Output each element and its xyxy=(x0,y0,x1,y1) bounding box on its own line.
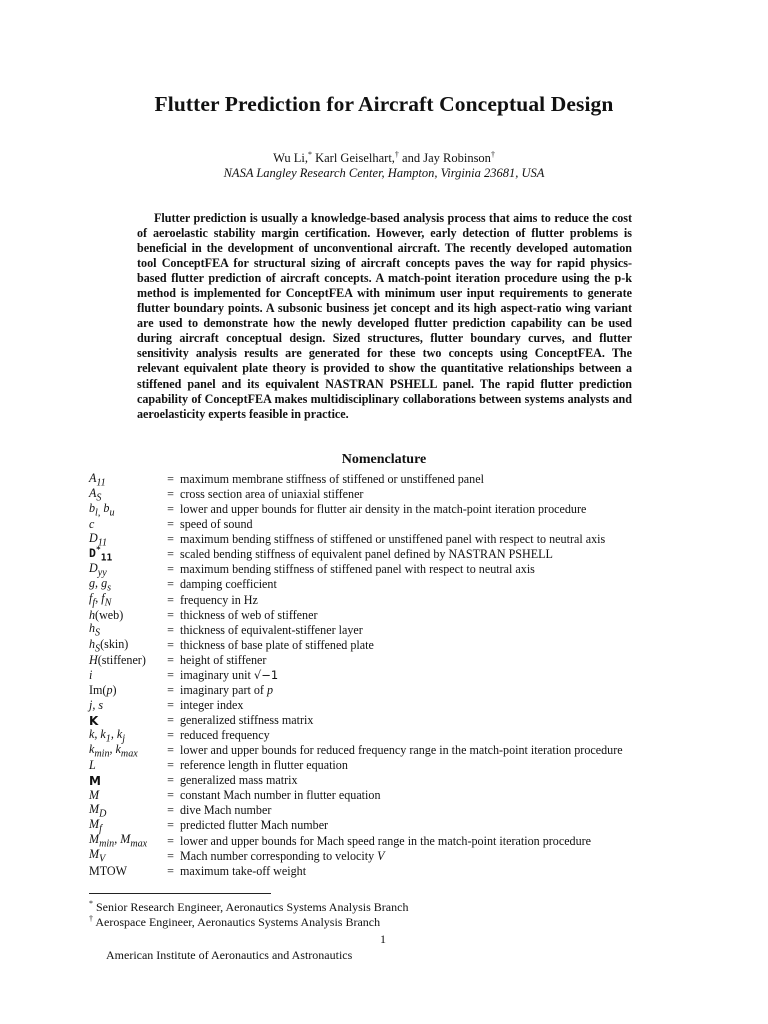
nomenclature-row xyxy=(89,532,749,547)
equals-sign: = xyxy=(167,532,174,547)
page-number: 1 xyxy=(380,932,386,946)
equals-sign: = xyxy=(167,577,174,592)
equals-sign: = xyxy=(167,833,174,848)
equals-sign: = xyxy=(167,848,174,863)
author-line xyxy=(0,151,768,166)
nomenclature-definition: maximum bending stiffness of stiffened or unstiffened panel with respect to neutral axis xyxy=(180,532,606,547)
nomenclature-definition: imaginary part of p xyxy=(180,682,274,697)
nomenclature-definition: frequency in Hz xyxy=(180,592,258,607)
nomenclature-row xyxy=(89,683,749,698)
nomenclature-definition: generalized mass matrix xyxy=(180,773,298,788)
nomenclature-symbol: $b_{l,}$ $b_u$ xyxy=(89,500,115,519)
nomenclature-row xyxy=(89,728,749,743)
nomenclature-row xyxy=(89,638,749,653)
nomenclature-definition: lower and upper bounds for reduced frequency range in the match-point iteration procedure xyxy=(180,743,623,758)
nomenclature-definition: speed of sound xyxy=(180,517,253,532)
nomenclature-definition: lower and upper bounds for flutter air density in the match-point iteration procedure xyxy=(180,502,587,517)
equals-sign: = xyxy=(167,818,174,833)
nomenclature-row xyxy=(89,562,749,577)
nomenclature-definition: scaled bending stiffness of equivalent panel defined by NASTRAN PSHELL xyxy=(180,547,553,562)
nomenclature-row xyxy=(89,487,749,502)
nomenclature-row xyxy=(89,472,749,487)
equals-sign: = xyxy=(167,562,174,577)
nomenclature-definition: maximum take-off weight xyxy=(180,863,307,878)
nomenclature-row xyxy=(89,773,749,788)
nomenclature-definition: reduced frequency xyxy=(180,728,270,743)
footnote-divider xyxy=(89,893,271,894)
nomenclature-definition: reference length in flutter equation xyxy=(180,758,348,773)
author-mark: † xyxy=(394,149,399,159)
equals-sign: = xyxy=(167,472,174,487)
nomenclature-symbol: $D_{11}$ xyxy=(89,531,108,549)
affiliation: NASA Langley Research Center, Hampton, Virginia 23681, USA xyxy=(223,166,545,180)
nomenclature-row xyxy=(89,713,749,728)
abstract: Flutter prediction is usually a knowledge-based analysis process that aims to reduce the cost of aeroelastic stability margin certification. However, early detection of flutter problems is beneficial in the development of unconventional aircraft. The recently developed automation tool ConceptFEA for structural sizing of aircraft concepts paves the way for rapid physics-based flutter prediction of aircraft concepts. A match-point iteration procedure using the p-k method is implemented for ConceptFEA with minimum user input requirements to generate flutter boundary points. A subsonic business jet concept and its high aspect-ratio wing variant are used to demonstrate how the newly developed flutter prediction capability can be used during aircraft conceptual design. Sized structures, flutter boundary curves, and flutter sensitivity analysis results are generated for these two concepts using ConceptFEA. The relevant equivalent plate theory is provided to show the quantitative relationships between a stiffened panel and its equivalent NASTRAN PSHELL panel. The rapid flutter prediction capability of ConceptFEA makes multidisciplinary collaborations between systems analysts and aeroelasticity experts feasible in practice. xyxy=(137,211,632,421)
nomenclature-symbol: $D_{yy}$ xyxy=(89,561,107,579)
nomenclature-row xyxy=(89,849,749,864)
equals-sign: = xyxy=(167,773,174,788)
nomenclature-definition: imaginary unit √−1 xyxy=(180,667,279,682)
nomenclature-symbol: M xyxy=(89,773,101,788)
author-karl-geiselhart: Karl Geiselhart, xyxy=(311,151,395,165)
nomenclature-symbol: $M_f$ xyxy=(89,817,102,835)
nomenclature-symbol: j, s xyxy=(89,697,104,712)
nomenclature-definition: Mach number corresponding to velocity V xyxy=(180,848,385,863)
nomenclature-row xyxy=(89,818,749,833)
nomenclature-definition: thickness of web of stiffener xyxy=(180,607,318,622)
equals-sign: = xyxy=(167,667,174,682)
author-jay-robinson: and Jay Robinson xyxy=(398,151,491,165)
nomenclature-definition: height of stiffener xyxy=(180,652,267,667)
nomenclature-row xyxy=(89,502,749,517)
nomenclature-row xyxy=(89,788,749,803)
footnote: † Aerospace Engineer, Aeronautics Systems Analysis Branch xyxy=(89,914,381,929)
equals-sign: = xyxy=(167,592,174,607)
equals-sign: = xyxy=(167,713,174,728)
equals-sign: = xyxy=(167,788,174,803)
nomenclature-row xyxy=(89,668,749,683)
nomenclature-symbol: $M_{min}$, $M_{max}$ xyxy=(89,832,148,850)
nomenclature-definition: dive Mach number xyxy=(180,803,272,818)
nomenclature-row xyxy=(89,743,749,758)
nomenclature-symbol: g, $g_s$ xyxy=(89,576,112,594)
equals-sign: = xyxy=(167,622,174,637)
nomenclature-definition: cross section area of uniaxial stiffener xyxy=(180,487,364,502)
nomenclature-row xyxy=(89,653,749,668)
nomenclature-symbol: $k_{min}$, $k_{max}$ xyxy=(89,741,138,760)
nomenclature-symbol: $A_S$ xyxy=(89,485,102,504)
nomenclature-row xyxy=(89,864,749,879)
equals-sign: = xyxy=(167,743,174,758)
nomenclature-heading: Nomenclature xyxy=(341,452,427,467)
nomenclature-symbol: $h_S$ xyxy=(89,621,101,639)
nomenclature-symbol: L xyxy=(89,758,96,773)
nomenclature-symbol: M xyxy=(89,788,100,803)
footnote: * Senior Research Engineer, Aeronautics Systems Analysis Branch xyxy=(89,899,409,914)
equals-sign: = xyxy=(167,697,174,712)
equals-sign: = xyxy=(167,607,174,622)
equals-sign: = xyxy=(167,758,174,773)
nomenclature-row xyxy=(89,834,749,849)
nomenclature-row xyxy=(89,577,749,592)
equals-sign: = xyxy=(167,547,174,562)
page-footer: American Institute of Aeronautics and Astronautics xyxy=(106,948,353,962)
nomenclature-symbol: H(stiffener) xyxy=(89,652,146,667)
author-mark: * xyxy=(307,149,312,159)
nomenclature-row xyxy=(89,547,749,562)
author-wu-li: Wu Li, xyxy=(273,151,308,165)
footnote-mark: * xyxy=(89,899,93,908)
nomenclature-symbol: k, $k_1$, $k_j$ xyxy=(89,726,126,745)
equals-sign: = xyxy=(167,863,174,878)
nomenclature-row xyxy=(89,517,749,532)
author-mark: † xyxy=(490,149,495,159)
nomenclature-symbol: $h_S(skin)$ xyxy=(89,636,129,654)
nomenclature-symbol: $M_V$ xyxy=(89,847,106,865)
footnote-mark: † xyxy=(89,914,93,923)
nomenclature-symbol: $M_D$ xyxy=(89,802,107,820)
nomenclature-definition: predicted flutter Mach number xyxy=(180,818,329,833)
equals-sign: = xyxy=(167,652,174,667)
nomenclature-definition: lower and upper bounds for Mach speed range in the match-point iteration procedure xyxy=(180,833,592,848)
nomenclature-definition: damping coefficient xyxy=(180,577,277,592)
nomenclature-definition: generalized stiffness matrix xyxy=(180,713,314,728)
nomenclature-definition: constant Mach number in flutter equation xyxy=(180,788,381,803)
nomenclature-symbol: h(web) xyxy=(89,607,124,622)
nomenclature-symbol: Im(p) xyxy=(89,682,117,697)
nomenclature-table xyxy=(89,472,749,879)
nomenclature-row xyxy=(89,698,749,713)
nomenclature-row xyxy=(89,758,749,773)
equals-sign: = xyxy=(167,728,174,743)
equals-sign: = xyxy=(167,487,174,502)
equals-sign: = xyxy=(167,517,174,532)
equals-sign: = xyxy=(167,637,174,652)
nomenclature-definition: maximum membrane stiffness of stiffened or unstiffened panel xyxy=(180,472,484,487)
nomenclature-definition: thickness of equivalent-stiffener layer xyxy=(180,622,363,637)
nomenclature-row xyxy=(89,593,749,608)
sqrt-minus-one: √−1 xyxy=(253,667,279,682)
nomenclature-symbol: $D^*_{11}$ xyxy=(89,545,113,564)
nomenclature-symbol: $A_{11}$ xyxy=(89,470,106,489)
nomenclature-symbol: c xyxy=(89,517,95,532)
nomenclature-symbol: K xyxy=(89,713,99,728)
nomenclature-symbol: i xyxy=(89,667,93,682)
nomenclature-symbol: MTOW xyxy=(89,863,128,878)
paper-title: Flutter Prediction for Aircraft Conceptual Design xyxy=(154,92,614,116)
nomenclature-row xyxy=(89,803,749,818)
nomenclature-definition: thickness of base plate of stiffened plate xyxy=(180,637,374,652)
equals-sign: = xyxy=(167,502,174,517)
nomenclature-row xyxy=(89,623,749,638)
nomenclature-symbol: $f_f$, $f_N$ xyxy=(89,591,112,609)
nomenclature-definition: maximum bending stiffness of stiffened panel with respect to neutral axis xyxy=(180,562,535,577)
equals-sign: = xyxy=(167,803,174,818)
nomenclature-definition: integer index xyxy=(180,697,244,712)
nomenclature-row xyxy=(89,608,749,623)
equals-sign: = xyxy=(167,682,174,697)
